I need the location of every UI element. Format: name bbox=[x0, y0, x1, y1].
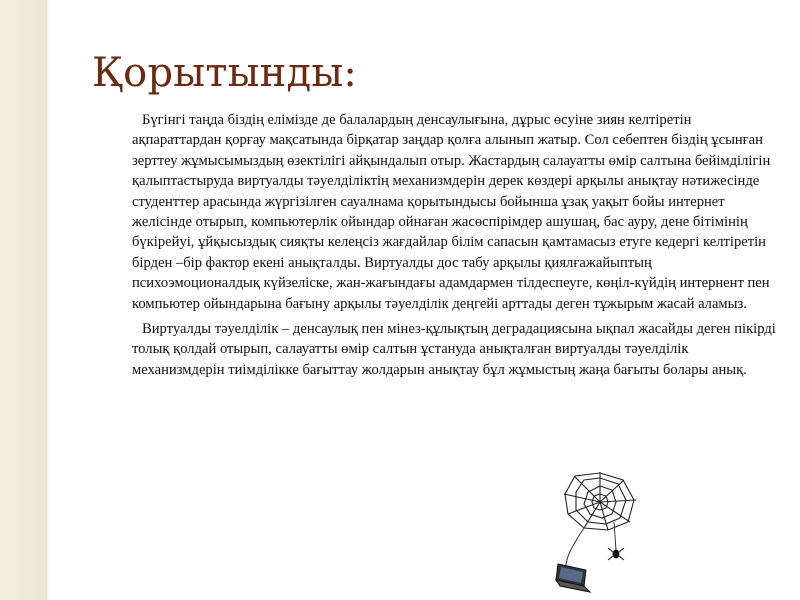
laptop-icon bbox=[556, 564, 590, 592]
network-cable bbox=[566, 528, 584, 572]
slide-body bbox=[132, 110, 777, 385]
side-band-edge bbox=[46, 0, 49, 600]
spider-thread bbox=[614, 522, 616, 550]
paragraph-1: Бүгінгі таңда біздің елімізде де балалардың денсаулығына, дұрыс өсуіне зиян келтіретін ақпараттардан қорғау мақсатында бірқатар заңдар қолға алынып жатыр. Сол себептен біздің ұсынған зерттеу жұмысымыздың өзектілігі айқындалып отыр. Жастардың салауатты өмір салтына бейімділігін қалыптастыруда виртуалды тәуелділіктің механизмдерін дерек көздері арқылы анықтау нәтижесінде студенттер арасында жүргізілген сауалнама қорытындысы бойынша ұзақ уақыт бойы интернет желісінде отырып, компьютерлік ойындар ойнаған жасөспірімдер ашушаң, бас ауру, дене бітімінің бүкірейуі, ұйқысыздық сияқты келеңсіз жағдайлар білім сапасын қамтамасыз етуге кедергі келтіретін бірден –бір фактор екені анықталды. Виртуалды дос табу арқылы қиялғажайыптың психоэмоционалдық күйзеліске, жан-жағындағы адамдармен тілдеспеуге, көңіл-күйдің интернент пен компьютер ойындарына бағыну арқылы тәуелділік деңгейі арттады деген тұжырым жасай аламыз. bbox=[132, 112, 771, 312]
decorative-side-band bbox=[0, 0, 46, 600]
web-laptop-illustration bbox=[528, 468, 640, 596]
spider-web-icon bbox=[564, 472, 636, 530]
paragraph-2: Виртуалды тәуелділік – денсаулық пен мінез-құлықтың деградациясына ықпал жасайды деген пікірді толық қолдай отырып, салауатты өмір салтын ұстануда анықталған виртуалды тәуелділік механизмдерін тиімділікке бағыттау жолдарын анықтау бұл жұмыстың жаңа бағыты болары анық. bbox=[132, 321, 776, 378]
spider-icon bbox=[608, 548, 624, 560]
slide-title: Қорытынды: bbox=[92, 50, 358, 96]
